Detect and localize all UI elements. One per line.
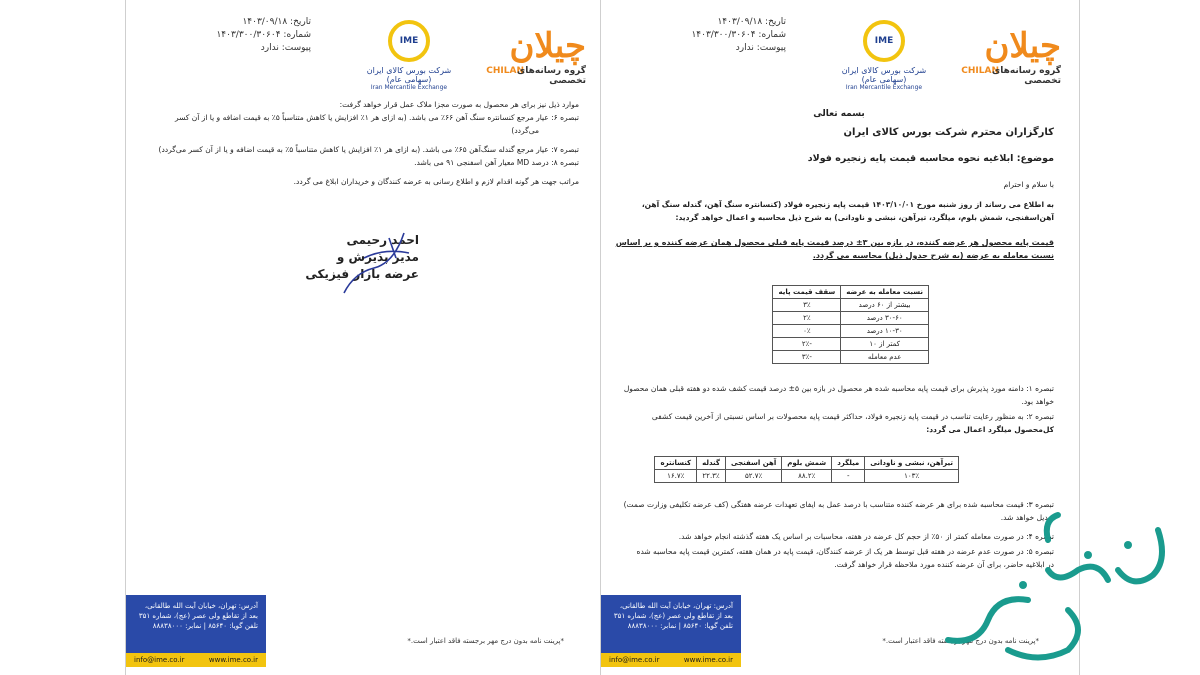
- letter-meta: [201, 16, 311, 55]
- ratio-table: نسبت معامله به عرضه سقف قیمت پایه بیشتر از ۶۰ درصد ۳٪ ۳۰-۶۰ درصد ۲٪ ۱۰-۳۰ درصد ۰٪ کمتر از ۱۰ -۲٪ عدم معامله -۳٪: [772, 285, 929, 364]
- ime-logo: IME شرکت بورس کالای ایران (سهامی عام) Iran Mercantile Exchange: [829, 20, 939, 91]
- rule-paragraph: قیمت پایه محصول هر عرضه کننده، در بازه بین ۳± درصد قیمت پایه قبلی محصول همان عرضه کننده و بر اساس نسبت معامله به عرضه (به شرح جدول ذیل) محاسبه می گردد.: [615, 238, 1054, 260]
- signature-scribble: [334, 228, 424, 298]
- note-2: تبصره ۲: به منظور رعایت تناسب در قیمت پایه زنجیره فولاد، حداکثر قیمت پایه محصولات بر اساس نسبتی از آخرین قیمت کشفی کل‌محصول میلگرد اعمال می گردد:: [651, 412, 1054, 434]
- chilan-logo: چیلان CHILAN گروه رسانه‌های تخصصی: [961, 26, 1061, 86]
- note-3: تبصره ۳: قیمت محاسبه شده برای هر عرضه کننده متناسب با درصد عمل به ایفای تعهدات عرضه هفتگی (کف عرضه تکلیفی وزارت صمت) تعدیل خواهد شد.: [623, 500, 1054, 522]
- bismillah: بسمه تعالی: [813, 109, 865, 119]
- letter-attachment: پیوست: ندارد: [260, 43, 311, 53]
- table-row: ۳۰-۶۰ درصد ۲٪: [773, 312, 929, 325]
- table-row: عدم معامله -۳٪: [773, 351, 929, 364]
- footer-website: www.ime.co.ir: [683, 656, 733, 664]
- chilan-logo: چیلان CHILAN گروه رسانه‌های تخصصی: [486, 26, 586, 86]
- letter-date: تاریخ: ۱۴۰۳/۰۹/۱۸: [717, 17, 786, 27]
- note-5: تبصره ۵: در صورت عدم عرضه در هفته قبل توسط هر یک از عرضه کنندگان، قیمت پایه در همان هفته، کمترین قیمت پایه محاسبه شده در ابلاغیه حاضر، برای آن عرضه کننده مورد ملاحظه قرار خواهد گرفت.: [636, 547, 1054, 569]
- recipient: کارگزاران محترم شرکت بورس کالای ایران: [843, 127, 1054, 138]
- watermark-logo: [928, 500, 1188, 670]
- letter-attachment: پیوست: ندارد: [735, 43, 786, 53]
- intro-paragraph: به اطلاع می رساند از روز شنبه مورخ ۱۴۰۳/۱۰/۰۱ قیمت پایه زنجیره فولاد (کنسانتره سنگ آهن، گندله سنگ آهن، آهن‌اسفنجی، شمش بلوم، میلگرد، تیرآهن، نبشی و ناودانی) به شرح ذیل محاسبه و اعمال خواهد گردید:: [641, 200, 1054, 222]
- ime-logo: IME شرکت بورس کالای ایران (سهامی عام) Iran Mercantile Exchange: [354, 20, 464, 91]
- table-row: کمتر از ۱۰ -۲٪: [773, 338, 929, 351]
- note-1: تبصره ۱: دامنه مورد پذیرش برای قیمت پایه محاسبه شده هر محصول در بازه بین ۵± درصد قیمت کشف شده دو هفته قبلی همان محصول خواهد بود.: [623, 384, 1054, 406]
- footer-website: www.ime.co.ir: [208, 656, 258, 664]
- letter-number: شماره: ۱۴۰۳/۳۰۰/۳۰۶۰۴: [691, 30, 786, 40]
- footer-email: info@ime.co.ir: [609, 656, 660, 664]
- letter-meta: [676, 16, 786, 55]
- table-row: بیشتر از ۶۰ درصد ۳٪: [773, 299, 929, 312]
- footer-address: آدرس: تهران، خیابان آیت الله طالقانی، بعد از تقاطع ولی عصر (عج)، شماره ۳۵۱ تلفن گویا: ۸۵۶۴۰ | نمابر: ۸۸۸۳۸۰۰۰: [126, 595, 266, 655]
- footer-address: آدرس: تهران، خیابان آیت الله طالقانی، بعد از تقاطع ولی عصر (عج)، شماره ۳۵۱ تلفن گویا: ۸۵۶۴۰ | نمابر: ۸۸۸۳۸۰۰۰: [601, 595, 741, 655]
- letter-date: تاریخ: ۱۴۰۳/۰۹/۱۸: [242, 17, 311, 27]
- letter-body: موارد ذیل نیز برای هر محصول به صورت مجزا ملاک عمل قرار خواهد گرفت: تبصره ۶: عیار مرجع کنسانتره سنگ آهن ۶۶٪ می باشد. (به ازای هر ۱٪ افزایش یا کاهش متناسباً ۵٪ به قیمت اضافه و یا از آن کسر می‌گردد) تبصره ۷: عیار مرجع گندله سنگ‌آهن ۶۵٪ می باشد. (به ازای هر ۱٪ افزایش یا کاهش متناسباً ۵٪ به قیمت اضافه و یا از آن کسر می‌گردد) تبصره ۸: درصد MD معیار آهن اسفنجی ۹۱ می باشد. مراتب جهت هر گونه اقدام لازم و اطلاع رسانی به عرضه کنندگان و خریداران ابلاغ می گردد.: [158, 100, 579, 186]
- footer-note: *پرینت نامه بدون درج مهر برجسته فاقد اعتبار است.*: [407, 637, 564, 645]
- note-4: تبصره ۴: در صورت معامله کمتر از ۵۰٪ از حجم کل عرضه در هفته، محاسبات بر اساس یک هفته گذشته انجام خواهد شد.: [678, 532, 1054, 541]
- letter-number: شماره: ۱۴۰۳/۳۰۰/۳۰۶۰۴: [216, 30, 311, 40]
- footer-note: *پرینت نامه بدون درج مهر برجسته فاقد اعتبار است.*: [882, 637, 1039, 645]
- subject: موضوع: ابلاغیه نحوه محاسبه قیمت پایه زنجیره فولاد: [807, 153, 1054, 164]
- footer-contacts: [126, 653, 266, 667]
- table-row: ۱۰۳٪ - ۸۸.۲٪ ۵۲.۷٪ ۲۲.۳٪ ۱۶.۷٪: [655, 470, 959, 483]
- chain-price-table: تیرآهن، نبشی و ناودانی میلگرد شمش بلوم آهن اسفنجی گندله کنسانتره ۱۰۳٪ - ۸۸.۲٪ ۵۲.۷٪ ۲۲.۳٪ ۱۶.۷٪: [654, 456, 959, 483]
- greeting: با سلام و احترام: [1003, 180, 1054, 189]
- table-row: ۱۰-۳۰ درصد ۰٪: [773, 325, 929, 338]
- footer-email: info@ime.co.ir: [134, 656, 185, 664]
- signature-block: احمد رحیمی مدیر پذیرش و عرضه بازار فیزیکی: [305, 233, 419, 281]
- letter-page-2: [125, 0, 605, 675]
- footer-contacts: [601, 653, 741, 667]
